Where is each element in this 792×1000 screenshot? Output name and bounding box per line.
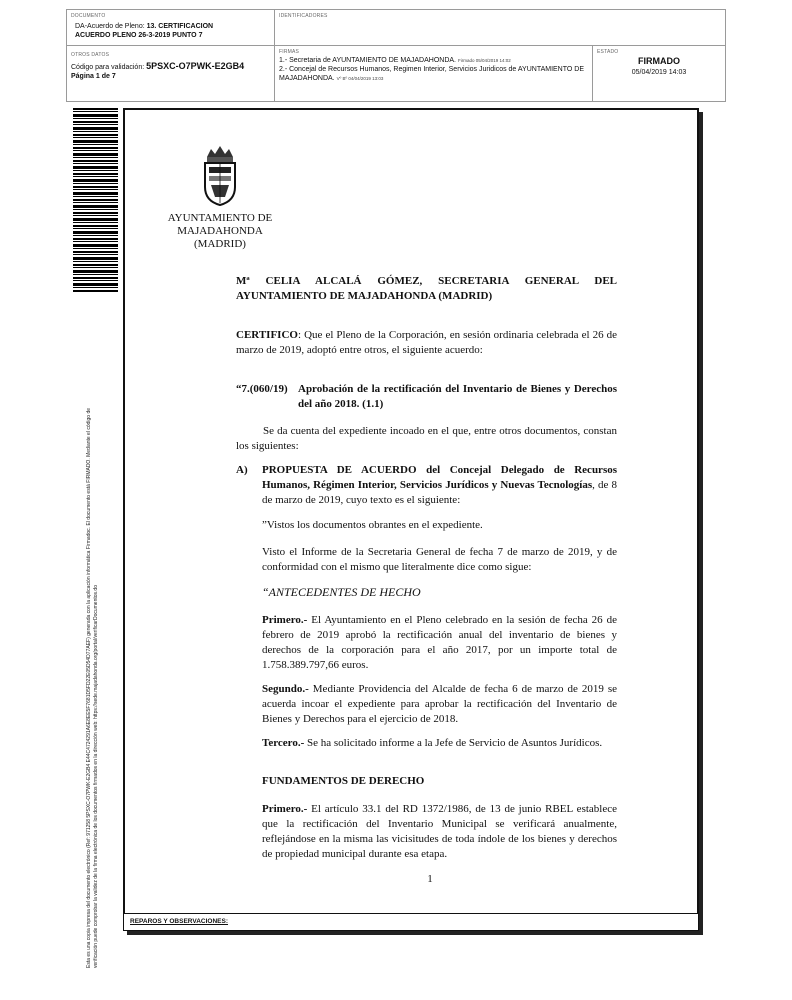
secretary-heading: Mª CELIA ALCALÁ GÓMEZ, SECRETARIA GENERAL DEL AYUNTAMIENTO DE MAJADAHONDA (MADRID)	[236, 275, 617, 302]
fundamento-primero	[262, 802, 617, 862]
doc-prefix: DA-Acuerdo de Pleno:	[75, 23, 145, 30]
letterhead-line-2: MAJADAHONDA	[177, 225, 263, 237]
documento-label: DOCUMENTO	[71, 13, 106, 19]
side-verification-text	[86, 288, 100, 968]
section-a-rest: , de 8 de marzo de 2019, cuyo texto es el siguiente:	[262, 479, 617, 506]
firma-2-date: Vº Bº 04/04/2019 13:03	[336, 76, 384, 81]
section-a-label: A)	[236, 464, 248, 476]
f-primero-label: Primero.-	[262, 803, 308, 815]
vistos-line: ”Vistos los documentos obrantes en el expediente.	[262, 519, 483, 531]
antecedentes-heading: “ANTECEDENTES DE HECHO	[262, 585, 421, 599]
firmas-label: FIRMAS	[279, 49, 300, 55]
segundo-paragraph	[262, 682, 617, 727]
item-title: Aprobación de la rectificación del Inventario de Bienes y Derechos del año 2018. (1.1)	[298, 383, 617, 410]
letterhead-line-1: AYUNTAMIENTO DE	[167, 212, 273, 224]
letterhead	[150, 212, 290, 251]
tercero-text: Se ha solicitado informe a la Jefe de Servicio de Asuntos Jurídicos.	[304, 737, 603, 749]
firma-2-cont	[279, 74, 383, 83]
barcode	[73, 108, 118, 292]
firma-2: 2.- Concejal de Recursos Humanos, Regimen Interior, Servicios Juridicos de AYUNTAMIENTO DE	[279, 66, 585, 73]
side-text-line-1: Esta es una copia impresa del documento electrónico (Ref: 971258 5PSXC-O7PWK-E2GB4 E44C4724291A6E8EE5F7681D5FD22E05D54D77AEF) generada con la aplicación informática Firmadoc. El documento está FIRMADO. Mediante el código de	[86, 407, 92, 968]
identificadores-label: IDENTIFICADORES	[279, 13, 328, 19]
fundamentos-heading: FUNDAMENTOS DE DERECHO	[262, 775, 425, 787]
paragraph-expediente: Se da cuenta del expediente incoado en el que, entre otros documentos, constan los siguientes:	[236, 425, 617, 452]
header-divider-col1	[274, 9, 275, 102]
firma-1-text: 1.- Secretaria de AYUNTAMIENTO DE MAJADAHONDA.	[279, 57, 456, 64]
item-number: “7.(060/19)	[236, 383, 288, 395]
reparos-box: REPAROS Y OBSERVACIONES:	[123, 913, 699, 931]
certifico-paragraph	[236, 328, 617, 358]
segundo-text: Mediante Providencia del Alcalde de fecha 6 de marzo de 2019 se acuerda incoar el expediente para aprobar la rectificación del Inventario de Bienes y Derechos para el ejercicio de 2018.	[262, 683, 617, 725]
page-count: Página 1 de 7	[71, 73, 116, 80]
firma-2-text: MAJADAHONDA.	[279, 75, 335, 82]
primero-label: Primero.-	[262, 614, 308, 626]
primero-paragraph	[262, 613, 617, 673]
coat-of-arms-icon	[199, 143, 241, 207]
page-number: 1	[427, 873, 433, 885]
firma-1	[279, 56, 511, 65]
section-a-bold: PROPUESTA DE ACUERDO del Concejal Delegado de Recursos Humanos, Régimen Interior, Servicios Jurídicos y Nuevas Tecnologías	[262, 464, 617, 491]
estado-value: FIRMADO	[638, 56, 680, 66]
side-text-line-2: verificación puede comprobar la validez de la firma electrónica de los documentos firmados en la dirección web: https://sede.majadahonda.org/portal/verificarDocumentos.do	[93, 585, 99, 968]
segundo-label: Segundo.-	[262, 683, 309, 695]
certifico-label: CERTIFICO	[236, 329, 298, 341]
tercero-label: Tercero.-	[262, 737, 305, 749]
primero-text: El Ayuntamiento en el Pleno celebrado en la sesión de fecha 26 de febrero de 2019 aprobó la rectificación anual del inventario de bienes y derechos de la corporación para el año 2017, por un importe total de 1.758.389.797,66 euros.	[262, 614, 617, 671]
document-name	[75, 22, 213, 40]
visto-informe: Visto el Informe de la Secretaria General de fecha 7 de marzo de 2019, y de conformidad con el mismo que literalmente dice como sigue:	[262, 546, 617, 573]
estado-date: 05/04/2019 14:03	[631, 69, 687, 76]
certifico-text: : Que el Pleno de la Corporación, en sesión ordinaria celebrada el 26 de marzo de 2019, adoptó entre otros, el siguiente acuerdo:	[236, 329, 617, 356]
section-a-text	[262, 463, 617, 508]
codigo-label: Código para validación:	[71, 64, 145, 71]
tercero-paragraph	[262, 736, 617, 751]
validation-code	[71, 62, 244, 72]
header-divider-row	[66, 45, 726, 46]
estado-label: ESTADO	[597, 49, 619, 55]
codigo-value: 5PSXC-O7PWK-E2GB4	[146, 61, 245, 71]
doc-title-1: 13. CERTIFICACION	[146, 23, 214, 30]
firma-1-date: Firmado 05/04/2019 14:02	[457, 58, 511, 63]
doc-title-2: ACUERDO PLENO 26-3-2019 PUNTO 7	[75, 32, 203, 39]
f-primero-text: El artículo 33.1 del RD 1372/1986, de 13 de junio RBEL establece que la rectificación del Inventario Municipal se verificará anualmente, reflejándose en la misma las vicisitudes de toda índole de los bienes y derechos de propiedad municipal durante esa etapa.	[262, 803, 617, 860]
letterhead-line-3: (MADRID)	[194, 238, 246, 250]
otros-datos-label: OTROS DATOS	[71, 52, 110, 58]
